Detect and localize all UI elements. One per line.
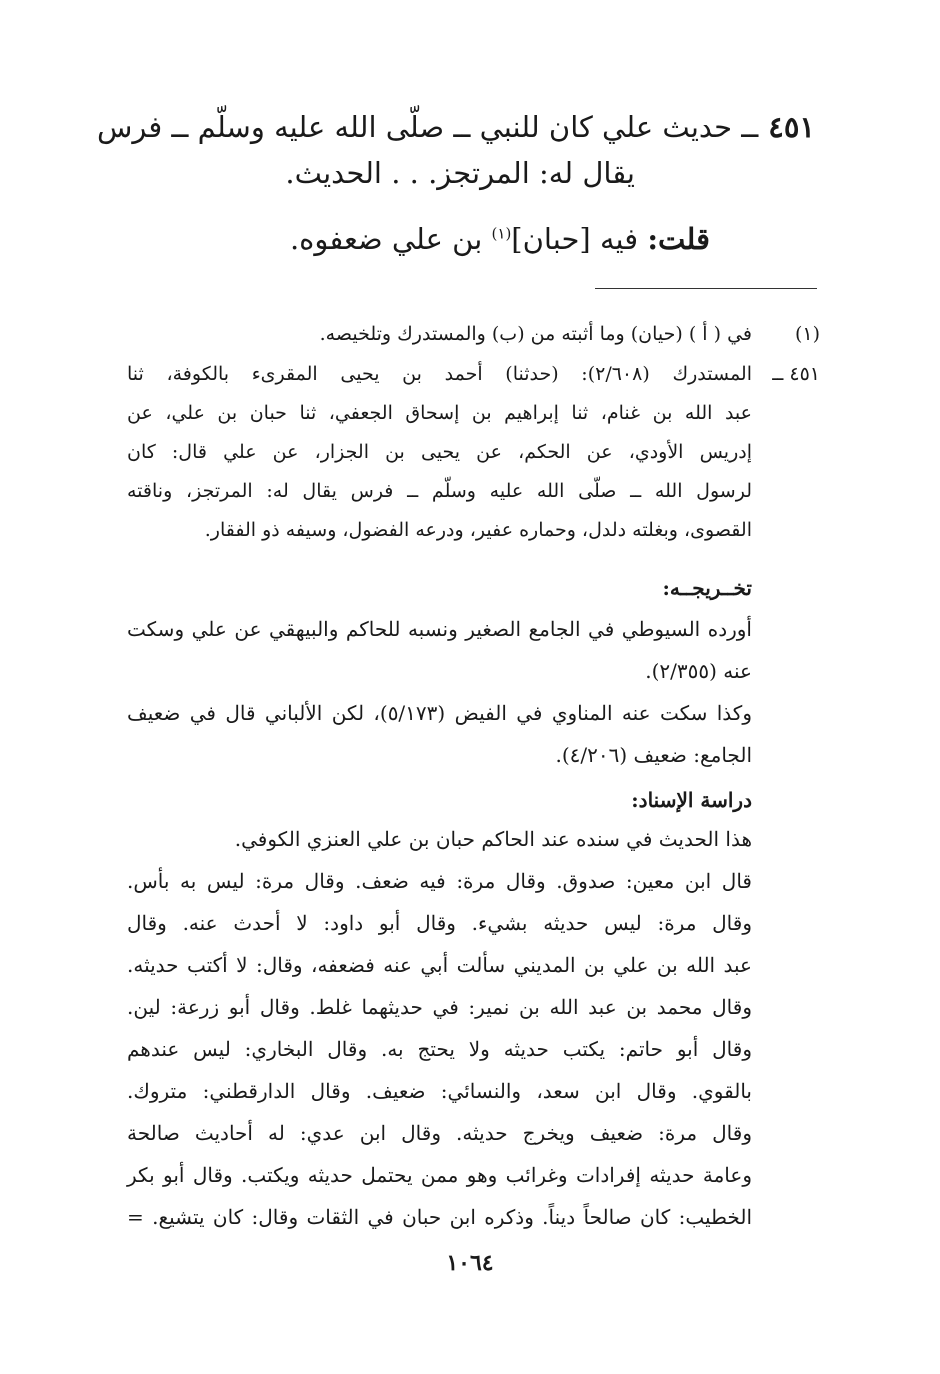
dirasa-line: وعامة حديثه إفرادات وغرائب وهو ممن يحتمل حديثه ويكتب. وقال أبو بكر	[127, 1163, 752, 1187]
takhrij-line: أورده السيوطي في الجامع الصغير ونسبه للحاكم والبيهقي عن علي وسكت	[127, 617, 752, 641]
hadith-line-1-text: ــ حديث علي كان للنبي ــ صلّى الله عليه وسلّم ــ فرس	[96, 110, 759, 144]
footnote-reference: (١)	[491, 224, 512, 243]
footnote-line: القصوى، وبغلته دلدل، وحماره عفير، ودرعه الفضول، وسيفه ذو الفقار.	[204, 519, 752, 541]
page-number: ١٠٦٤	[446, 1250, 494, 1276]
footnote-451-marker: ٤٥١ ــ	[772, 363, 820, 385]
dirasa-line: قال ابن معين: صدوق. وقال مرة: فيه ضعف. وقال مرة: ليس به بأس.	[127, 869, 752, 893]
comment-text-b: بن علي ضعفوه.	[289, 222, 483, 256]
dirasa-line: وقال مرة: ليس حديثه بشيء. وقال أبو داود: لا أحدث عنه. وقال	[127, 911, 752, 935]
takhrij-line: وكذا سكت عنه المناوي في الفيض (٥/١٧٣)، لكن الألباني قال في ضعيف	[127, 701, 752, 725]
footnote-line: عبد الله بن غنام، ثنا إبراهيم بن إسحاق الجعفي، ثنا حبان بن علي، عن	[127, 402, 752, 424]
dirasa-line: الخطيب: كان صالحاً ديناً. وذكره ابن حبان في الثقات وقال: كان يتشيع. =	[127, 1205, 752, 1229]
author-comment	[290, 216, 710, 262]
dirasa-line: بالقوي. وقال ابن سعد، والنسائي: ضعيف. وقال الدارقطني: متروك.	[127, 1079, 752, 1103]
hadith-line-2: يقال له: المرتجز. . . الحديث.	[285, 156, 635, 190]
takhrij-heading: تخــريجــه:	[662, 576, 752, 600]
dirasa-line: وقال مرة: ضعيف ويخرج حديثه. وقال ابن عدي: له أحاديث صالحة	[127, 1121, 752, 1145]
footnote-1-text: في ( أ ) (حيان) وما أثبته من (ب) والمستدرك وتلخيصه.	[319, 323, 752, 345]
hadith-number: ٤٥١	[768, 110, 815, 144]
footnote-line: المستدرك (٢/٦٠٨): (حدثنا) أحمد بن يحيى المقرىء بالكوفة، ثنا	[127, 363, 752, 385]
comment-label: قلت:	[647, 222, 710, 256]
dirasa-line: وقال محمد بن عبد الله بن نمير: في حديثهما غلط. وقال أبو زرعة: لين.	[127, 995, 752, 1019]
takhrij-line: عنه (٢/٣٥٥).	[645, 659, 752, 683]
footnote-line: إدريس الأودي، عن الحكم، عن يحيى بن الجزار، عن علي قال: كان	[127, 441, 752, 463]
dirasa-body	[127, 818, 752, 1238]
dirasa-line: عبد الله بن علي بن المديني سألت أبي عنه فضعفه، وقال: لا أكتب حديثه.	[127, 953, 752, 977]
dirasa-line: هذا الحديث في سنده عند الحاكم حبان بن علي العنزي الكوفي.	[234, 827, 752, 851]
takhrij-body	[127, 608, 752, 776]
hadith-text	[96, 104, 815, 196]
dirasa-line: وقال أبو حاتم: يكتب حديثه ولا يحتج به. وقال البخاري: ليس عندهم	[127, 1037, 752, 1061]
footnote-451-body	[127, 355, 752, 550]
footnote-separator	[595, 288, 817, 289]
takhrij-line: الجامع: ضعيف (٤/٢٠٦).	[555, 743, 752, 767]
hadith-line-1	[96, 104, 815, 150]
footnote-line: لرسول الله ــ صلّى الله عليه وسلّم ــ فرس يقال له: المرتجز، وناقته	[127, 480, 752, 502]
comment-text-a: فيه [حبان]	[511, 222, 639, 256]
footnote-1-marker: (١)	[794, 323, 820, 345]
dirasa-heading: دراسة الإسناد:	[631, 788, 752, 812]
